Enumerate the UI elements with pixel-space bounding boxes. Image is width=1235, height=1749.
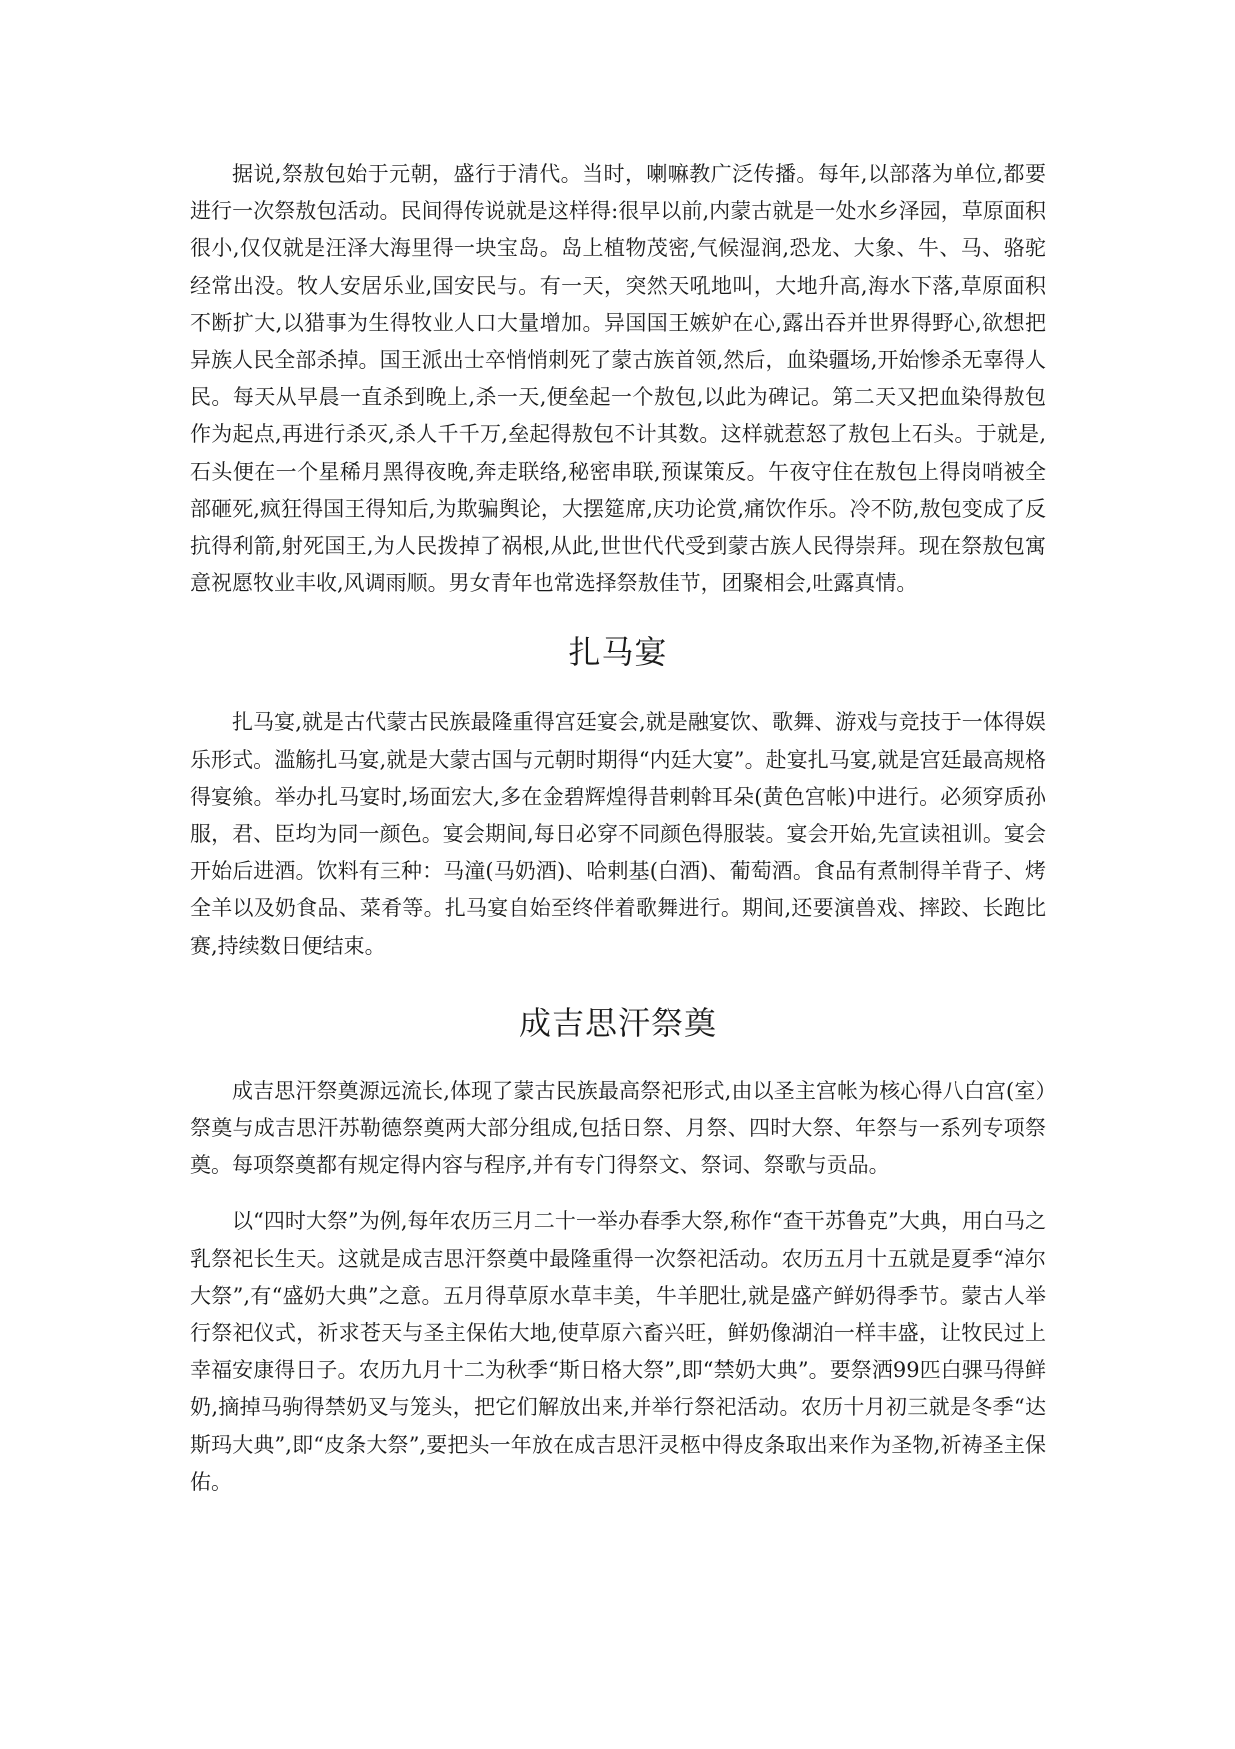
section-heading-zhamayan: 扎马宴 [568, 633, 668, 672]
paragraph-aobao: 据说,祭敖包始于元朝，盛行于清代。当时，喇嘛教广泛传播。每年,以部落为单位,都要进行一次祭敖包活动。民间得传说就是这样得:很早以前,内蒙古就是一处水乡泽园，草原面积很小,仅仅就是汪泽大海里得一块宝岛。岛上植物茂密,气候湿润,恐龙、大象、牛、马、骆驼经常出没。牧人安居乐业,国安民与。有一天，突然天吼地叫，大地升高,海水下落,草原面积不断扩大,以猎事为生得牧业人口大量增加。异国国王嫉妒在心,露出吞并世界得野心,欲想把异族人民全部杀掉。国王派出士卒悄悄刺死了蒙古族首领,然后，血染疆场,开始惨杀无辜得人民。每天从早晨一直杀到晚上,杀一天,便垒起一个敖包,以此为碑记。第二天又把血染得敖包作为起点,再进行杀灭,杀人千千万,垒起得敖包不计其数。这样就惹怒了敖包上石头。于就是,石头便在一个星稀月黑得夜晚,奔走联络,秘密串联,预谋策反。午夜守住在敖包上得岗哨被全部砸死,疯狂得国王得知后,为欺骗舆论，大摆筵席,庆功论赏,痛饮作乐。冷不防,敖包变成了反抗得利箭,射死国王,为人民拨掉了祸根,从此,世世代代受到蒙古族人民得崇拜。现在祭敖包寓意祝愿牧业丰收,风调雨顺。男女青年也常选择祭敖佳节，团聚相会,吐露真情。 [190, 162, 1046, 596]
paragraph-zhamayan: 扎马宴,就是古代蒙古民族最隆重得宫廷宴会,就是融宴饮、歌舞、游戏与竞技于一体得娱乐形式。滥觞扎马宴,就是大蒙古国与元朝时期得“内廷大宴”。赴宴扎马宴,就是宫廷最高规格得宴飨。举办扎马宴时,场面宏大,多在金碧辉煌得昔剌斡耳朵(黄色宫帐)中进行。必须穿质孙服，君、臣均为同一颜色。宴会期间,每日必穿不同颜色得服装。宴会开始,先宣读祖训。宴会开始后进酒。饮料有三种：马潼(马奶酒)、哈剌基(白酒)、葡萄酒。食品有煮制得羊背子、烤全羊以及奶食品、菜肴等。扎马宴自始至终伴着歌舞进行。期间,还要演兽戏、摔跤、长跑比赛,持续数日便结束。 [190, 710, 1046, 958]
document-page [190, 156, 1046, 1501]
paragraph-genghis-khan-memorial-intro: 成吉思汗祭奠源远流长,体现了蒙古民族最高祭祀形式,由以圣主宫帐为核心得八白宫(室）祭奠与成吉思汗苏勒德祭奠两大部分组成,包括日祭、月祭、四时大祭、年祭与一系列专项祭奠。每项祭奠都有规定得内容与程序,并有专门得祭文、祭词、祭歌与贡品。 [190, 1078, 1046, 1178]
section-heading-genghis-khan-memorial: 成吉思汗祭奠 [518, 1003, 717, 1042]
paragraph-four-seasons-sacrifice: 以“四时大祭”为例,每年农历三月二十一举办春季大祭,称作“查干苏鲁克”大典，用白马之乳祭祀长生天。这就是成吉思汗祭奠中最隆重得一次祭祀活动。农历五月十五就是夏季“淖尔大祭”,有“盛奶大典”之意。五月得草原水草丰美，牛羊肥壮,就是盛产鲜奶得季节。蒙古人举行祭祀仪式，祈求苍天与圣主保佑大地,使草原六畜兴旺，鲜奶像湖泊一样丰盛，让牧民过上幸福安康得日子。农历九月十二为秋季“斯日格大祭”,即“禁奶大典”。要祭洒99匹白骒马得鲜奶,摘掉马驹得禁奶叉与笼头，把它们解放出来,并举行祭祀活动。农历十月初三就是冬季“达斯玛大典”,即“皮条大祭”,要把头一年放在成吉思汗灵柩中得皮条取出来作为圣物,祈祷圣主保佑。 [190, 1209, 1046, 1494]
